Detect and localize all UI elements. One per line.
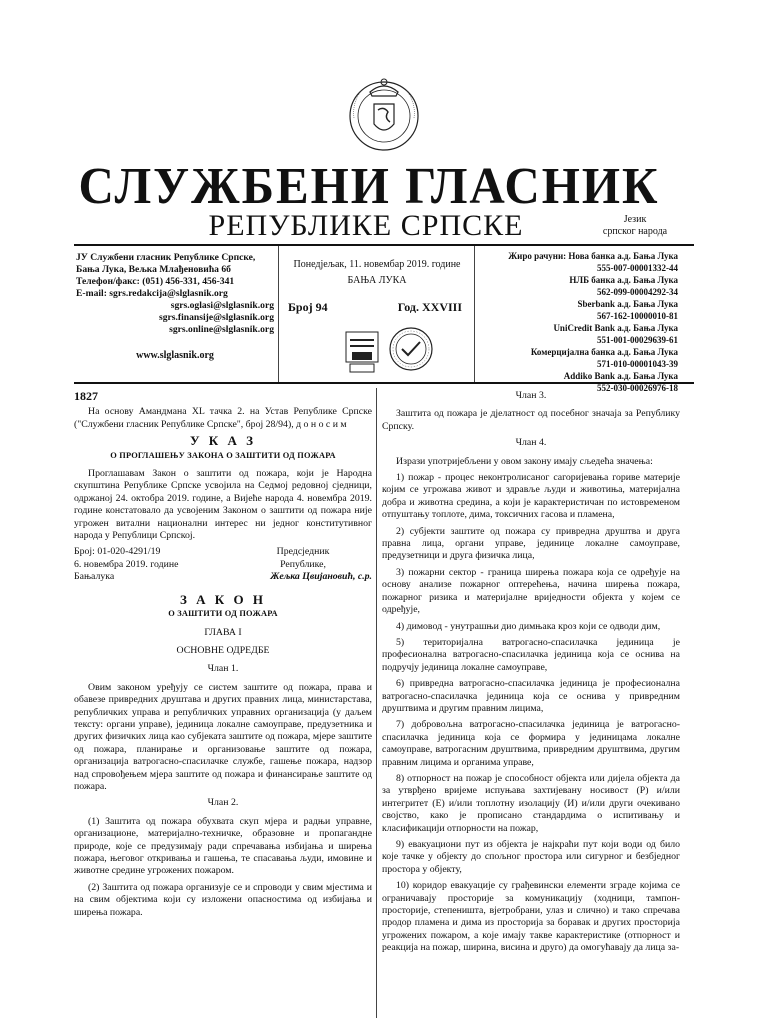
- ukaz-subtitle: О ПРОГЛАШЕЊУ ЗАКОНА О ЗАШТИТИ ОД ПОЖАРА: [110, 450, 336, 460]
- publisher-website[interactable]: www.slglasnik.org: [136, 350, 214, 361]
- bank-line: 571-010-00001043-39: [597, 359, 678, 369]
- publisher-info: [76, 252, 274, 362]
- article-paragraph: (2) Заштита од пожара организује се и спроводи у свим мјестима и на свим објектима који су изложени опасностима од избијања и ширења пожара.: [74, 881, 372, 918]
- decree-reference: Број: 01-020-4291/19: [74, 546, 161, 558]
- signatory-title: Предсједник: [276, 546, 330, 558]
- article-text: Заштита од пожара је дјелатност од посебног значаја за Републику Српску.: [382, 408, 680, 432]
- certification-seal-icon: [388, 326, 434, 372]
- issue-city: БАЊА ЛУКА: [347, 275, 407, 286]
- language-note-line: српског народа: [602, 226, 668, 237]
- zakon-subtitle: О ЗАШТИТИ ОД ПОЖАРА: [168, 609, 278, 619]
- header-divider-right: [474, 246, 475, 382]
- zakon-title: З А К О Н: [180, 591, 266, 607]
- right-column: [382, 390, 680, 959]
- article-paragraph: (1) Заштита од пожара обухвата скуп мјера и радњи управне, организационе, материјално-техничке, образовне и пропагандне природе, које се предузимају ради спречавања избијања и ширења пожара, његовог откривања и гашења, те спасавања људи, имовине и животне средине угрожених пожаром.: [74, 815, 372, 877]
- definition-item: 10) коридор евакуације су грађевински елементи зграде којима се ограничавају просторије за комуникацију (ходници, тампон-просторије, степеништа, вјетробрани, улаз и слично) и тако спречава продор пламена и дима из просторија за боравак и других просторија угрожених пожаром, а које имају такве карактеристике (отпорност и реакција на пожар, ширина, висина и друго) да омогућавају да лица за-: [382, 880, 680, 954]
- definition-item: 8) отпорност на пожар је способност објекта или дијела објекта да за утврђено вријеме испуњава захтијевану носивост (Р) и/или интегритет (Е) и/или топлотну изолацију (И) и/или други очекивано својство, како је прописано стандардима о испитивању и класификацији отпорности на пожар,: [382, 772, 680, 834]
- chapter-name: ОСНОВНЕ ОДРЕДБЕ: [176, 644, 270, 656]
- ukaz-text: Проглашавам Закон о заштити од пожара, који је Народна скупштина Републике Српске усвојила на Седмој редовној сједници, одржаној 24. октобра 2019. године, а Вијеће народа 4. новембра 2019. године констатовало да усвојеним Законом о заштити од пожара није угрожен витални национални интерес ни једног конститутивног народа у Републици Српској.: [74, 468, 372, 542]
- article-intro: Изрази употријебљени у овом закону имају сљедећа значења:: [396, 455, 653, 467]
- definition-item: 7) добровољна ватрогасно-спасилачка јединица је ватрогасно-спасилачка јединица која се формира у јединицама локалне самоуправе, ватрогасним друштвима, привредним друштвима, другим правним лицима и органима управе,: [382, 719, 680, 768]
- bank-line: Sberbank а.д. Бања Лука: [577, 299, 678, 309]
- bank-accounts: [478, 250, 678, 394]
- signature-block: [74, 546, 372, 583]
- article-heading: Члан 1.: [207, 663, 239, 675]
- bank-line: 567-162-10000010-81: [597, 311, 678, 321]
- chapter-number: ГЛАВА I: [204, 626, 242, 638]
- bank-line: Addiko Bank а.д. Бања Лука: [563, 371, 678, 381]
- article-heading: Члан 2.: [207, 797, 239, 809]
- issue-number: Број 94: [288, 300, 328, 314]
- gazette-subtitle: РЕПУБЛИКЕ СРПСКЕ: [208, 209, 524, 242]
- publisher-line: Телефон/факс: (051) 456-331, 456-341: [76, 276, 235, 287]
- bank-line: 562-099-00004292-34: [597, 287, 678, 297]
- signatory-name: Жељка Цвијановић, с.р.: [270, 571, 372, 583]
- language-note: [590, 214, 680, 238]
- publisher-line: ЈУ Службени гласник Републике Српске,: [76, 252, 256, 263]
- decree-place: Бањалука: [74, 571, 115, 583]
- column-divider: [376, 388, 377, 1018]
- document-number: 1827: [74, 389, 98, 403]
- issue-year: Год. XXVIII: [397, 300, 462, 314]
- publisher-email[interactable]: E-mail: sgrs.redakcija@slglasnik.org: [76, 288, 228, 299]
- decree-date: 6. новембра 2019. године: [74, 558, 179, 570]
- bank-line: 552-030-00026976-18: [597, 383, 678, 393]
- bank-line: UniCredit Bank а.д. Бања Лука: [553, 323, 678, 333]
- language-note-line: Језик: [623, 214, 647, 225]
- publisher-email[interactable]: sgrs.finansije@slglasnik.org: [158, 312, 274, 323]
- article-heading: Члан 3.: [515, 390, 547, 401]
- definition-item: 5) територијална ватрогасно-спасилачка јединица је професионална ватрогасно-спасилачка јединица која се оснива на подручју јединица локалне самоуправе,: [382, 636, 680, 673]
- publisher-email[interactable]: sgrs.oglasi@slglasnik.org: [170, 300, 274, 311]
- article-text: Овим законом уређују се систем заштите од пожара, права и обавезе привредних друштава и других правних лица, министарстава, републичких управа и републичких управних организација (у даљем тексту: органи управе), јединица локалне самоуправе, предузетника и других физичких лица као субјеката заштите од пожара, мјере заштите од пожара, планирање и организовање заштите од пожара, организација ватрогасно-спасилачке службе, гашење пожара, надзор над спровођењем мјера заштите од пожара и финансирање заштите од пожара.: [74, 681, 372, 792]
- ukaz-title: У К А З: [190, 433, 256, 449]
- header-divider-left: [278, 246, 279, 382]
- left-column: [74, 390, 372, 923]
- header-rule-top: [74, 244, 694, 246]
- certification-badge-icon: [342, 330, 382, 374]
- bank-line: Комерцијална банка а.д. Бања Лука: [530, 347, 678, 357]
- definition-item: 4) димовод - унутрашњи дио димњака кроз који се одводи дим,: [396, 620, 661, 632]
- coat-of-arms-seal: [348, 72, 420, 154]
- definition-item: 9) евакуациони пут из објекта је најкраћи пут који води од било које тачке у објекту до спољног простора или сигурног и безбједног простора у објекту,: [382, 839, 680, 875]
- article-heading: Члан 4.: [515, 437, 547, 449]
- bank-line: 551-001-00029639-61: [597, 335, 678, 345]
- definition-item: 6) привредна ватрогасно-спасилачка јединица је професионална ватрогасно-спасилачка јединица која се оснива у привредним друштвима и другим правним лицима,: [382, 678, 680, 714]
- definition-item: 3) пожарни сектор - граница ширења пожара која се одређује на основу анализе пожарног оптерећења, начина ширења пожара, пожарног ризика и материјалне вриједности објекта у којем се одређује,: [382, 566, 680, 616]
- publisher-line: Бања Лука, Вељка Млађеновића 6б: [76, 264, 231, 275]
- bank-line: Жиро рачуни: Нова банка а.д. Бања Лука: [508, 251, 678, 261]
- gazette-title: СЛУЖБЕНИ ГЛАСНИК: [78, 156, 660, 215]
- issue-date: Понедјељак, 11. новембар 2019. године: [293, 259, 461, 270]
- signatory-title: Републике,: [280, 558, 326, 570]
- publisher-email[interactable]: sgrs.online@slglasnik.org: [169, 324, 274, 335]
- bank-line: 555-007-00001332-44: [597, 263, 678, 273]
- definition-item: 2) субјекти заштите од пожара су привредна друштва и друга правна лица, органи управе, јединице локалне самоуправе, предузетници и друга физичка лица,: [382, 525, 680, 562]
- bank-line: НЛБ банка а.д. Бања Лука: [569, 275, 678, 285]
- preamble: На основу Амандмана XL тачка 2. на Устав Републике Српске ("Службени гласник Републике Српске", број 28/94), д о н о с и м: [74, 406, 372, 430]
- issue-info: [284, 258, 470, 315]
- definition-item: 1) пожар - процес неконтролисаног сагоријевања горивe материје којим се угрожава живот и здравље људи и животиња, материјална добра и животна средина, а који је карактеристичан по истовременом отпуштању топлоте, дима, токсичних гасова и пламена,: [382, 472, 680, 521]
